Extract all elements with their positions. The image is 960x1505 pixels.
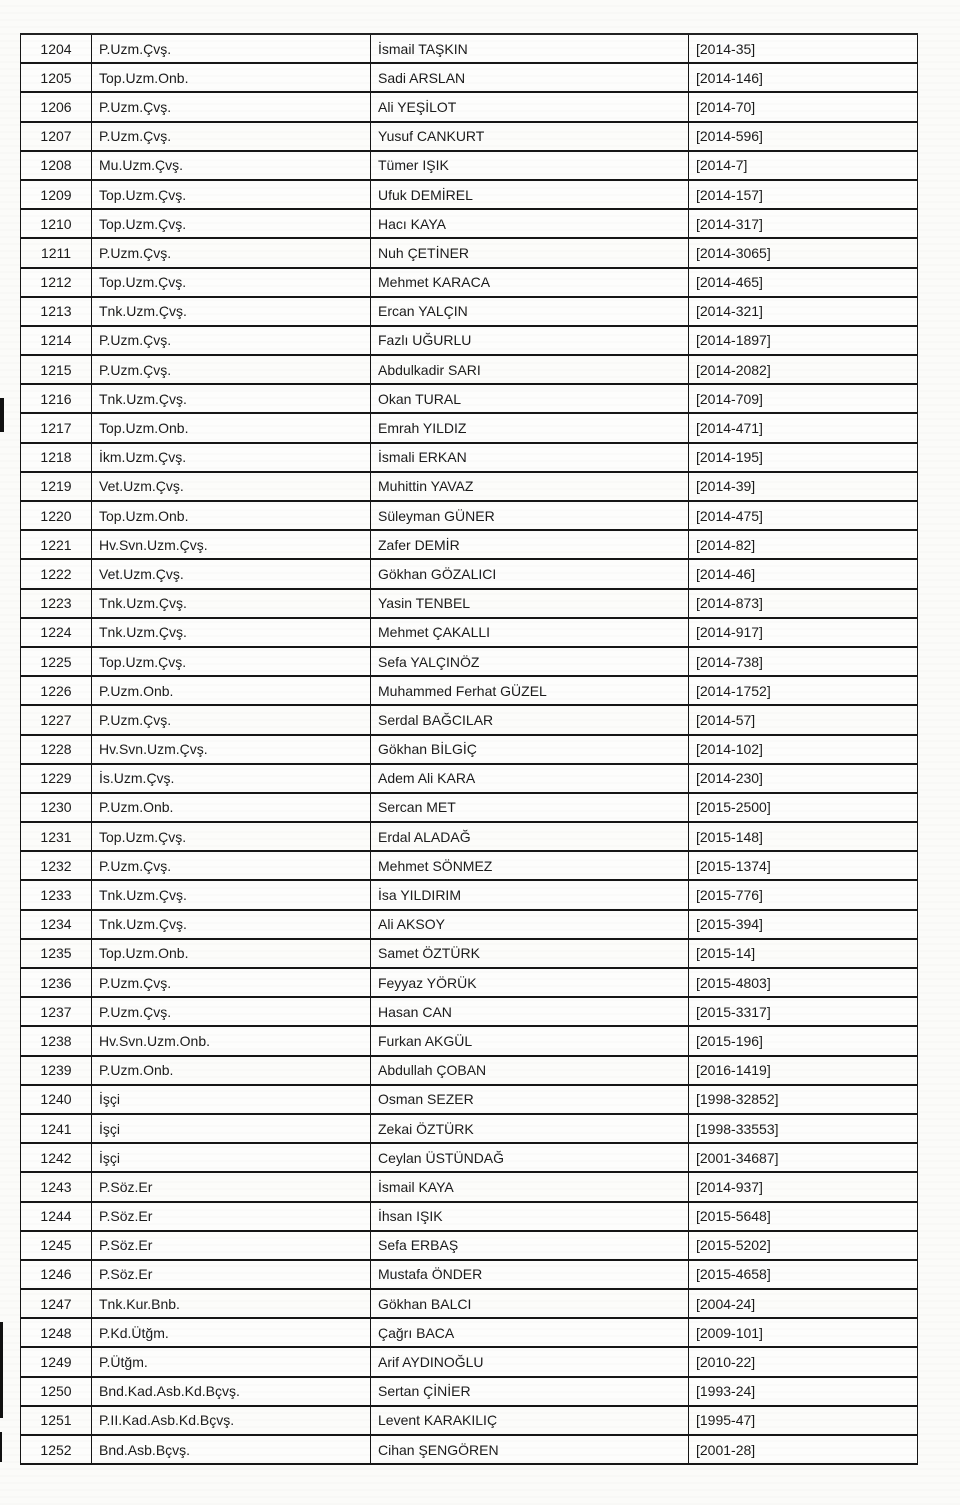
cell-name: Erdal ALADAĞ <box>371 822 689 851</box>
cell-name: Levent KARAKILIÇ <box>371 1406 689 1435</box>
cell-code: [2015-5648] <box>689 1202 918 1231</box>
cell-code: [2015-1374] <box>689 851 918 880</box>
cell-code: [1998-32852] <box>689 1085 918 1114</box>
cell-code: [2014-475] <box>689 501 918 530</box>
cell-name: Tümer IŞIK <box>371 151 689 180</box>
cell-code: [2015-2500] <box>689 793 918 822</box>
cell-rank: Top.Uzm.Çvş. <box>92 822 371 851</box>
cell-name: Emrah YILDIZ <box>371 413 689 442</box>
cell-rank: Top.Uzm.Onb. <box>92 501 371 530</box>
table-row <box>21 1143 918 1172</box>
table-row <box>21 1202 918 1231</box>
cell-code: [2015-776] <box>689 880 918 909</box>
cell-row-number: 1241 <box>21 1114 92 1143</box>
cell-name: Serdal BAĞCILAR <box>371 705 689 734</box>
cell-code: [2014-321] <box>689 297 918 326</box>
cell-row-number: 1248 <box>21 1318 92 1347</box>
table-row <box>21 1085 918 1114</box>
cell-row-number: 1237 <box>21 997 92 1026</box>
cell-code: [2001-28] <box>689 1435 918 1464</box>
table-row <box>21 1435 918 1464</box>
cell-rank: P.Uzm.Çvş. <box>92 968 371 997</box>
cell-name: Feyyaz YÖRÜK <box>371 968 689 997</box>
table-row <box>21 122 918 151</box>
cell-rank: Bnd.Asb.Bçvş. <box>92 1435 371 1464</box>
cell-row-number: 1224 <box>21 618 92 647</box>
table-row <box>21 151 918 180</box>
table-row <box>21 472 918 501</box>
cell-name: Sertan ÇİNİER <box>371 1377 689 1406</box>
table-row <box>21 618 918 647</box>
table-row <box>21 1231 918 1260</box>
cell-rank: P.Ütğm. <box>92 1347 371 1376</box>
cell-row-number: 1206 <box>21 92 92 121</box>
table-row <box>21 1260 918 1289</box>
cell-name: Nuh ÇETİNER <box>371 238 689 267</box>
cell-code: [2014-1897] <box>689 326 918 355</box>
cell-code: [2014-471] <box>689 413 918 442</box>
cell-code: [2014-917] <box>689 618 918 647</box>
cell-rank: P.Söz.Er <box>92 1231 371 1260</box>
cell-code: [2014-3065] <box>689 238 918 267</box>
scan-artifact <box>0 1432 2 1462</box>
cell-name: Sadi ARSLAN <box>371 63 689 92</box>
cell-row-number: 1220 <box>21 501 92 530</box>
cell-rank: Hv.Svn.Uzm.Çvş. <box>92 530 371 559</box>
cell-code: [2014-57] <box>689 705 918 734</box>
cell-row-number: 1239 <box>21 1056 92 1085</box>
cell-code: [2015-3317] <box>689 997 918 1026</box>
cell-rank: Top.Uzm.Onb. <box>92 63 371 92</box>
cell-code: [2015-5202] <box>689 1231 918 1260</box>
table-row <box>21 1377 918 1406</box>
cell-code: [2014-709] <box>689 384 918 413</box>
table-row <box>21 705 918 734</box>
cell-code: [2014-82] <box>689 530 918 559</box>
table-row <box>21 209 918 238</box>
table-body <box>21 34 918 1464</box>
cell-row-number: 1213 <box>21 297 92 326</box>
cell-name: Arif AYDINOĞLU <box>371 1347 689 1376</box>
cell-name: Mehmet SÖNMEZ <box>371 851 689 880</box>
cell-name: İsmail KAYA <box>371 1172 689 1201</box>
table-row <box>21 676 918 705</box>
cell-name: Çağrı BACA <box>371 1318 689 1347</box>
cell-name: Hasan CAN <box>371 997 689 1026</box>
cell-row-number: 1207 <box>21 122 92 151</box>
cell-code: [2014-146] <box>689 63 918 92</box>
cell-rank: Tnk.Uzm.Çvş. <box>92 618 371 647</box>
cell-code: [2004-24] <box>689 1289 918 1318</box>
cell-rank: Top.Uzm.Çvş. <box>92 209 371 238</box>
table-row <box>21 443 918 472</box>
cell-row-number: 1236 <box>21 968 92 997</box>
cell-row-number: 1232 <box>21 851 92 880</box>
cell-name: Hacı KAYA <box>371 209 689 238</box>
cell-name: Samet ÖZTÜRK <box>371 939 689 968</box>
cell-code: [2014-230] <box>689 764 918 793</box>
cell-rank: Hv.Svn.Uzm.Çvş. <box>92 735 371 764</box>
cell-rank: P.Kd.Ütğm. <box>92 1318 371 1347</box>
table-row <box>21 1026 918 1055</box>
cell-rank: P.Uzm.Çvş. <box>92 355 371 384</box>
cell-code: [2015-196] <box>689 1026 918 1055</box>
table-row <box>21 647 918 676</box>
cell-rank: Tnk.Uzm.Çvş. <box>92 910 371 939</box>
cell-code: [2001-34687] <box>689 1143 918 1172</box>
cell-rank: P.Uzm.Çvş. <box>92 238 371 267</box>
cell-rank: Top.Uzm.Çvş. <box>92 647 371 676</box>
cell-row-number: 1251 <box>21 1406 92 1435</box>
table-row <box>21 1172 918 1201</box>
cell-code: [2010-22] <box>689 1347 918 1376</box>
table-row <box>21 1347 918 1376</box>
cell-code: [2014-7] <box>689 151 918 180</box>
cell-row-number: 1225 <box>21 647 92 676</box>
table-row <box>21 501 918 530</box>
cell-code: [2014-317] <box>689 209 918 238</box>
cell-rank: P.II.Kad.Asb.Kd.Bçvş. <box>92 1406 371 1435</box>
cell-name: Süleyman GÜNER <box>371 501 689 530</box>
table-row <box>21 355 918 384</box>
table-row <box>21 589 918 618</box>
cell-rank: Top.Uzm.Onb. <box>92 413 371 442</box>
cell-rank: Tnk.Uzm.Çvş. <box>92 384 371 413</box>
cell-row-number: 1242 <box>21 1143 92 1172</box>
cell-row-number: 1210 <box>21 209 92 238</box>
cell-code: [2014-195] <box>689 443 918 472</box>
cell-name: Gökhan BİLGİÇ <box>371 735 689 764</box>
cell-rank: P.Söz.Er <box>92 1172 371 1201</box>
cell-row-number: 1209 <box>21 180 92 209</box>
cell-name: Mehmet KARACA <box>371 268 689 297</box>
cell-name: Gökhan GÖZALICI <box>371 559 689 588</box>
cell-row-number: 1221 <box>21 530 92 559</box>
table-row <box>21 413 918 442</box>
cell-row-number: 1212 <box>21 268 92 297</box>
cell-row-number: 1223 <box>21 589 92 618</box>
cell-row-number: 1208 <box>21 151 92 180</box>
cell-rank: İşçi <box>92 1114 371 1143</box>
scan-artifact <box>0 1322 3 1418</box>
cell-row-number: 1205 <box>21 63 92 92</box>
cell-row-number: 1215 <box>21 355 92 384</box>
cell-code: [2014-1752] <box>689 676 918 705</box>
cell-rank: P.Uzm.Çvş. <box>92 122 371 151</box>
cell-code: [2015-4803] <box>689 968 918 997</box>
cell-row-number: 1230 <box>21 793 92 822</box>
cell-row-number: 1218 <box>21 443 92 472</box>
table-row <box>21 939 918 968</box>
cell-row-number: 1227 <box>21 705 92 734</box>
cell-rank: Vet.Uzm.Çvş. <box>92 472 371 501</box>
cell-code: [2014-738] <box>689 647 918 676</box>
cell-rank: P.Uzm.Onb. <box>92 793 371 822</box>
cell-row-number: 1217 <box>21 413 92 442</box>
personnel-table <box>20 33 918 1465</box>
table-row <box>21 1406 918 1435</box>
table-row <box>21 63 918 92</box>
table-row <box>21 910 918 939</box>
cell-row-number: 1219 <box>21 472 92 501</box>
table-row <box>21 1289 918 1318</box>
cell-code: [2016-1419] <box>689 1056 918 1085</box>
table-row <box>21 880 918 909</box>
cell-rank: Tnk.Uzm.Çvş. <box>92 589 371 618</box>
table-row <box>21 968 918 997</box>
cell-name: Osman SEZER <box>371 1085 689 1114</box>
table-row <box>21 735 918 764</box>
cell-code: [2015-394] <box>689 910 918 939</box>
cell-code: [2014-35] <box>689 34 918 63</box>
cell-row-number: 1235 <box>21 939 92 968</box>
cell-row-number: 1250 <box>21 1377 92 1406</box>
cell-name: İsmail TAŞKIN <box>371 34 689 63</box>
cell-name: Ceylan ÜSTÜNDAĞ <box>371 1143 689 1172</box>
cell-row-number: 1246 <box>21 1260 92 1289</box>
table-row <box>21 559 918 588</box>
cell-name: Abdullah ÇOBAN <box>371 1056 689 1085</box>
table-row <box>21 180 918 209</box>
cell-name: Zafer DEMİR <box>371 530 689 559</box>
cell-row-number: 1228 <box>21 735 92 764</box>
table-row <box>21 34 918 63</box>
cell-rank: Top.Uzm.Çvş. <box>92 268 371 297</box>
cell-rank: Mu.Uzm.Çvş. <box>92 151 371 180</box>
cell-rank: P.Söz.Er <box>92 1260 371 1289</box>
cell-name: Abdulkadir SARI <box>371 355 689 384</box>
table-row <box>21 384 918 413</box>
cell-code: [2014-2082] <box>689 355 918 384</box>
cell-code: [2014-465] <box>689 268 918 297</box>
cell-name: Ali AKSOY <box>371 910 689 939</box>
cell-rank: P.Uzm.Çvş. <box>92 34 371 63</box>
table-row <box>21 1114 918 1143</box>
cell-row-number: 1234 <box>21 910 92 939</box>
cell-name: Zekai ÖZTÜRK <box>371 1114 689 1143</box>
table-row <box>21 793 918 822</box>
cell-name: Cihan ŞENGÖREN <box>371 1435 689 1464</box>
table-row <box>21 297 918 326</box>
cell-name: Mehmet ÇAKALLI <box>371 618 689 647</box>
cell-code: [2014-157] <box>689 180 918 209</box>
cell-name: Fazlı UĞURLU <box>371 326 689 355</box>
table-row <box>21 326 918 355</box>
cell-name: Furkan AKGÜL <box>371 1026 689 1055</box>
table-row <box>21 851 918 880</box>
cell-name: İhsan IŞIK <box>371 1202 689 1231</box>
cell-name: Ali YEŞİLOT <box>371 92 689 121</box>
cell-row-number: 1216 <box>21 384 92 413</box>
cell-rank: P.Uzm.Çvş. <box>92 997 371 1026</box>
cell-row-number: 1233 <box>21 880 92 909</box>
cell-name: Gökhan BALCI <box>371 1289 689 1318</box>
cell-name: Muhittin YAVAZ <box>371 472 689 501</box>
cell-rank: İşçi <box>92 1085 371 1114</box>
cell-rank: Vet.Uzm.Çvş. <box>92 559 371 588</box>
cell-name: Yasin TENBEL <box>371 589 689 618</box>
cell-code: [2009-101] <box>689 1318 918 1347</box>
cell-code: [2014-39] <box>689 472 918 501</box>
cell-rank: P.Uzm.Çvş. <box>92 92 371 121</box>
cell-rank: P.Uzm.Çvş. <box>92 705 371 734</box>
table-row <box>21 238 918 267</box>
cell-row-number: 1226 <box>21 676 92 705</box>
cell-row-number: 1204 <box>21 34 92 63</box>
cell-name: Sercan MET <box>371 793 689 822</box>
cell-name: Muhammed Ferhat GÜZEL <box>371 676 689 705</box>
cell-name: Ufuk DEMİREL <box>371 180 689 209</box>
table-row <box>21 268 918 297</box>
cell-row-number: 1238 <box>21 1026 92 1055</box>
cell-row-number: 1211 <box>21 238 92 267</box>
cell-name: İsa YILDIRIM <box>371 880 689 909</box>
cell-name: Mustafa ÖNDER <box>371 1260 689 1289</box>
cell-rank: Tnk.Uzm.Çvş. <box>92 297 371 326</box>
cell-name: Yusuf CANKURT <box>371 122 689 151</box>
table-row <box>21 92 918 121</box>
cell-code: [2014-102] <box>689 735 918 764</box>
cell-row-number: 1252 <box>21 1435 92 1464</box>
cell-row-number: 1222 <box>21 559 92 588</box>
cell-row-number: 1244 <box>21 1202 92 1231</box>
cell-rank: P.Uzm.Onb. <box>92 1056 371 1085</box>
cell-row-number: 1249 <box>21 1347 92 1376</box>
cell-code: [2014-873] <box>689 589 918 618</box>
table-row <box>21 764 918 793</box>
cell-rank: Tnk.Kur.Bnb. <box>92 1289 371 1318</box>
cell-name: İsmali ERKAN <box>371 443 689 472</box>
cell-rank: P.Söz.Er <box>92 1202 371 1231</box>
cell-rank: İs.Uzm.Çvş. <box>92 764 371 793</box>
cell-code: [2015-14] <box>689 939 918 968</box>
cell-rank: Tnk.Uzm.Çvş. <box>92 880 371 909</box>
cell-row-number: 1231 <box>21 822 92 851</box>
cell-row-number: 1245 <box>21 1231 92 1260</box>
cell-row-number: 1240 <box>21 1085 92 1114</box>
cell-code: [2015-4658] <box>689 1260 918 1289</box>
cell-code: [1993-24] <box>689 1377 918 1406</box>
cell-name: Sefa ERBAŞ <box>371 1231 689 1260</box>
cell-code: [2014-46] <box>689 559 918 588</box>
cell-rank: Top.Uzm.Onb. <box>92 939 371 968</box>
cell-name: Ercan YALÇIN <box>371 297 689 326</box>
cell-code: [1995-47] <box>689 1406 918 1435</box>
cell-rank: Top.Uzm.Çvş. <box>92 180 371 209</box>
table-row <box>21 822 918 851</box>
cell-name: Sefa YALÇINÖZ <box>371 647 689 676</box>
table-row <box>21 997 918 1026</box>
cell-row-number: 1214 <box>21 326 92 355</box>
cell-code: [2014-70] <box>689 92 918 121</box>
table-row <box>21 1318 918 1347</box>
cell-row-number: 1243 <box>21 1172 92 1201</box>
cell-name: Adem Ali KARA <box>371 764 689 793</box>
cell-name: Okan TURAL <box>371 384 689 413</box>
cell-code: [2015-148] <box>689 822 918 851</box>
cell-rank: İkm.Uzm.Çvş. <box>92 443 371 472</box>
cell-rank: P.Uzm.Çvş. <box>92 326 371 355</box>
cell-rank: P.Uzm.Onb. <box>92 676 371 705</box>
cell-code: [2014-937] <box>689 1172 918 1201</box>
cell-rank: İşçi <box>92 1143 371 1172</box>
cell-code: [2014-596] <box>689 122 918 151</box>
cell-code: [1998-33553] <box>689 1114 918 1143</box>
table-row <box>21 530 918 559</box>
cell-rank: Hv.Svn.Uzm.Onb. <box>92 1026 371 1055</box>
cell-rank: P.Uzm.Çvş. <box>92 851 371 880</box>
cell-row-number: 1247 <box>21 1289 92 1318</box>
table-row <box>21 1056 918 1085</box>
scan-artifact <box>0 398 4 432</box>
cell-row-number: 1229 <box>21 764 92 793</box>
cell-rank: Bnd.Kad.Asb.Kd.Bçvş. <box>92 1377 371 1406</box>
